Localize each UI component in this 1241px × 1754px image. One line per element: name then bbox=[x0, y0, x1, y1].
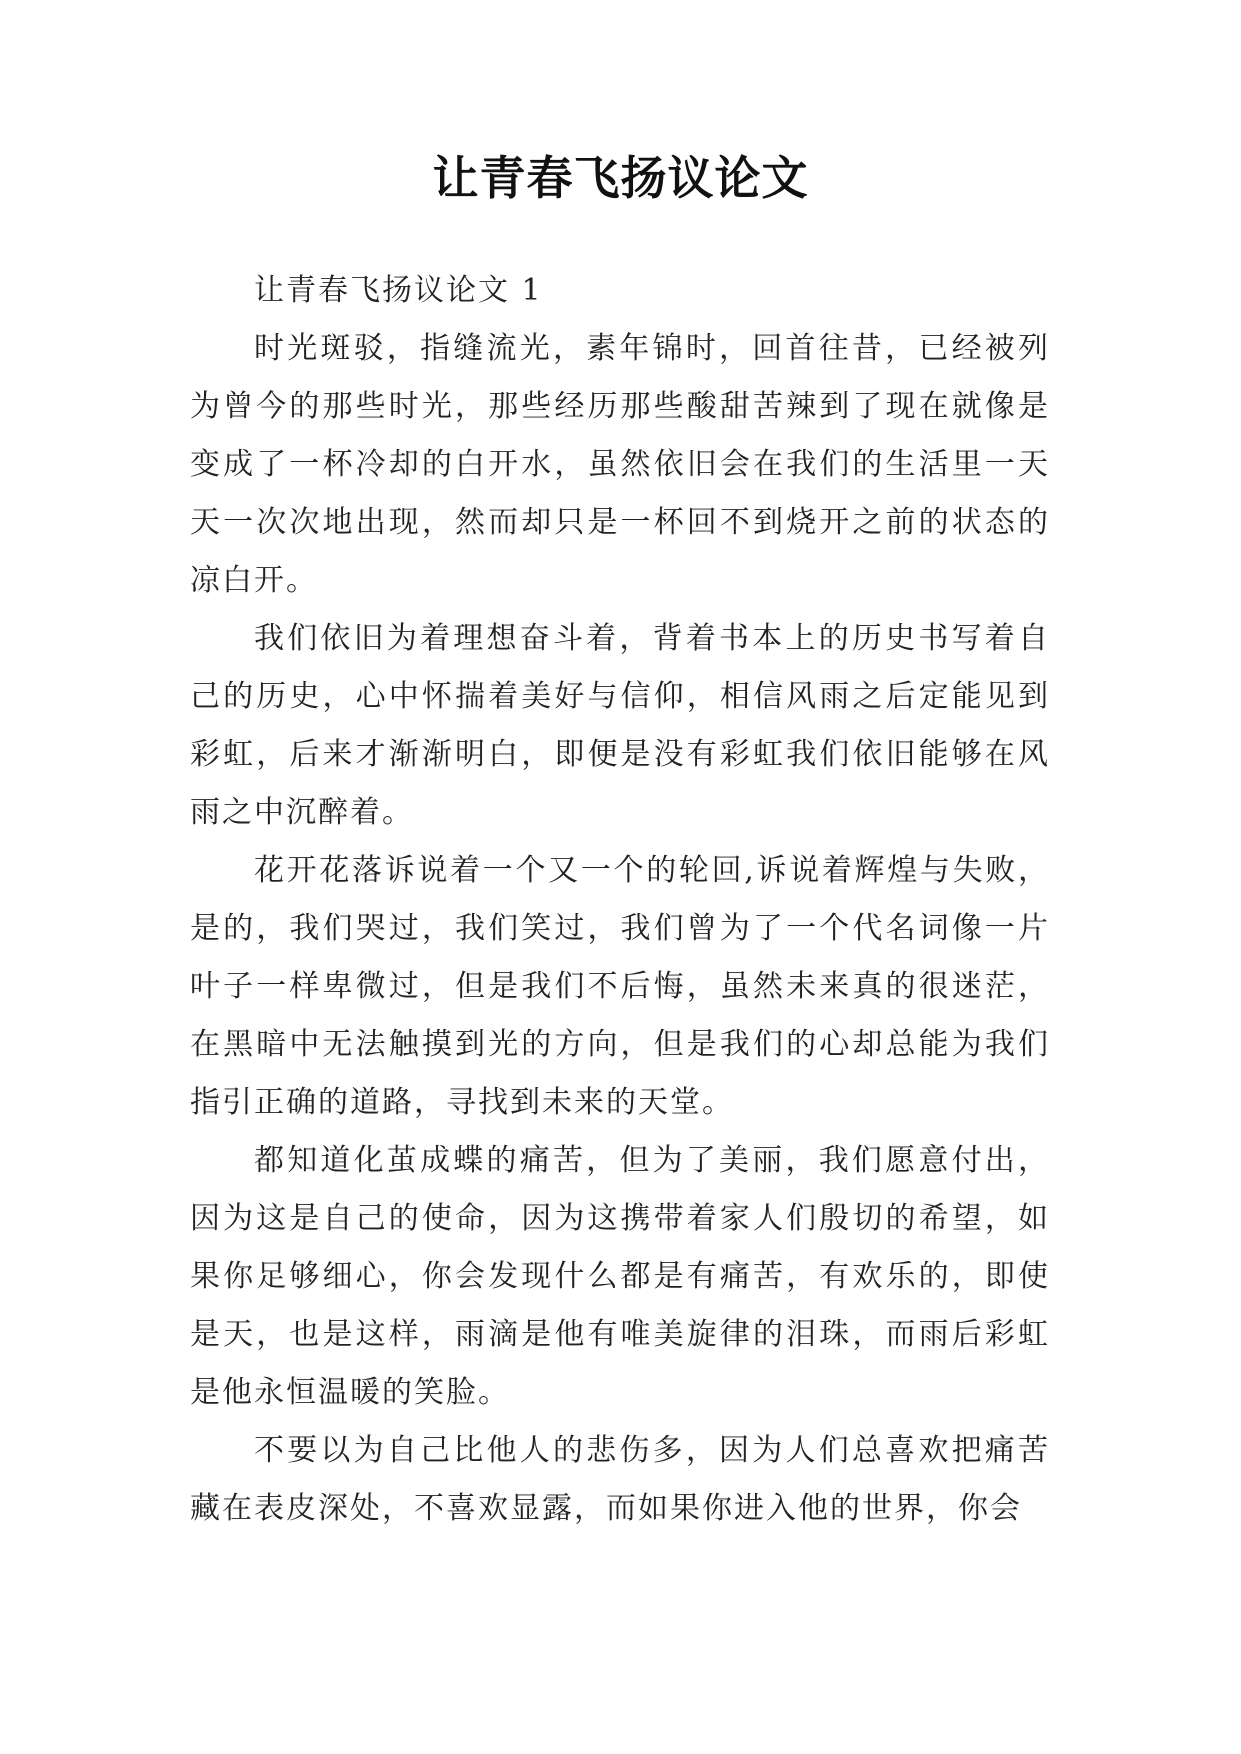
paragraph-5: 不要以为自己比他人的悲伤多，因为人们总喜欢把痛苦藏在表皮深处，不喜欢显露，而如果你进入他的世界，你会 bbox=[190, 1433, 1050, 1526]
paragraph-4: 都知道化茧成蝶的痛苦，但为了美丽，我们愿意付出，因为这是自己的使命，因为这携带着家人们殷切的希望，如果你足够细心，你会发现什么都是有痛苦，有欢乐的，即使是天，也是这样，雨滴是他有唯美旋律的泪珠，而雨后彩虹是他永恒温暖的笑脸。 bbox=[190, 1143, 1050, 1410]
paragraph-2: 我们依旧为着理想奋斗着，背着书本上的历史书写着自己的历史，心中怀揣着美好与信仰，相信风雨之后定能见到彩虹，后来才渐渐明白，即便是没有彩虹我们依旧能够在风雨之中沉醉着。 bbox=[190, 621, 1050, 830]
paragraph-3: 花开花落诉说着一个又一个的轮回,诉说着辉煌与失败，是的，我们哭过，我们笑过，我们曾为了一个代名词像一片叶子一样卑微过，但是我们不后悔，虽然未来真的很迷茫，在黑暗中无法触摸到光的方向，但是我们的心却总能为我们指引正确的道路，寻找到未来的天堂。 bbox=[190, 853, 1050, 1120]
paragraph-1: 时光斑驳，指缝流光，素年锦时，回首往昔，已经被列为曾今的那些时光，那些经历那些酸甜苦辣到了现在就像是变成了一杯冷却的白开水，虽然依旧会在我们的生活里一天天一次次地出现，然而却只是一杯回不到烧开之前的状态的凉白开。 bbox=[190, 331, 1050, 598]
section-heading: 让青春飞扬议论文 1 bbox=[254, 273, 543, 308]
document-title: 让青春飞扬议论文 bbox=[432, 151, 809, 205]
document-body bbox=[190, 262, 1050, 1538]
